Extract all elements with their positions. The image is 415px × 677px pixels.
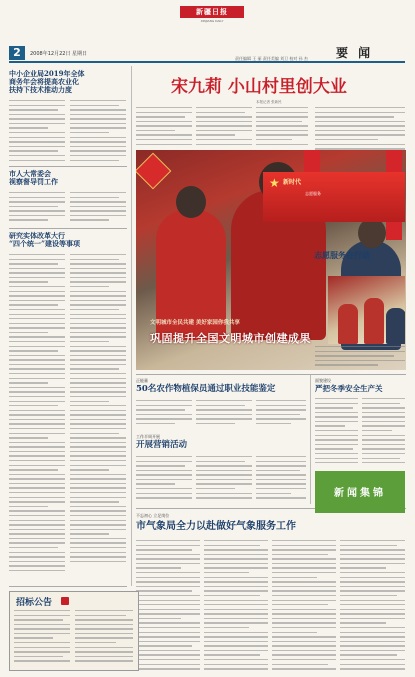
mid2-body [136,456,192,504]
right-mid-kicker: 面貌建设 [315,378,331,383]
mid1-kicker: 正能量 [136,378,148,383]
section-divider [9,166,127,167]
column-divider [131,66,132,586]
bottom-kicker: 不忘初心 立足岗位 [136,513,170,518]
notice-icon [61,597,69,605]
volunteer-banner [263,172,405,222]
mid1-body-col3 [256,400,306,430]
right-mid-body [315,398,358,468]
column-divider [310,374,311,504]
masthead-logo: 新疆日报 [180,6,244,18]
bottom-body-col1 [136,540,200,672]
mid1-body [136,400,192,430]
mid1-headline: 50名农作物植保员通过职业技能鉴定 [136,384,276,394]
issue-date: 2008年12月22日 星期日 [30,51,88,57]
news-roundup-title: 新闻集锦 [334,488,386,499]
mid2-headline: 开展营销活动 [136,440,188,450]
left-article2-headline: 市人大常委会 视察督导罚工作 [9,169,58,187]
tender-notice-title: 招标公告 [16,598,53,608]
bottom-body-col4 [340,540,405,672]
photo-slogan-small: 文明城市全民共建 美好家园你我共享 [150,320,240,326]
news-roundup-box [315,471,405,513]
photo-slogan-big: 巩固提升全国文明城市创建成果 [150,332,311,345]
left-article1-body-col2 [70,100,126,164]
left-article1-headline: 中小企业局2019年全体 商务年会将提高农业化 扶持下技术推动力度 [9,69,85,95]
lead-body-col3 [256,107,308,147]
banner-line2: 志愿服务 [305,191,321,196]
masthead-subtitle: XINJIANG DAILY [200,19,224,23]
page-number: 2 [9,46,25,60]
lead-headline: 宋九莉 小山村里创大业 [171,77,347,97]
volunteer-caption [315,346,405,370]
star-icon: ★ [269,176,280,190]
volunteer-photo [328,276,405,344]
right-mid-body-col2 [362,398,405,468]
mid2-body-col2 [196,456,252,504]
section-divider [9,586,127,587]
mid2-kicker: 工作半周开展 [136,434,160,439]
banner-line1: 新时代 [283,179,302,186]
fu-character-decoration [136,153,171,190]
editor-credits: 责任编辑 王 丽 责任美编 刘卫 校对 孙 杰 [235,56,308,61]
page-header [0,0,415,62]
volunteer-section-title: 志愿服务在行动 [314,250,370,260]
lead-body-col1 [136,107,192,147]
bottom-body-col3 [272,540,336,672]
lead-body-col2 [196,107,252,147]
tender-notice-body-col2 [75,610,133,668]
left-article2-body [9,192,65,226]
section-divider [136,374,406,375]
left-article3-body-col2 [70,254,126,584]
mid1-body-col2 [196,400,252,430]
bottom-headline: 市气象局全力以赴做好气象服务工作 [136,521,296,532]
lead-byline: 本报记者 张新民 [256,100,282,104]
left-article3-body [9,254,65,584]
section-title: 要 闻 [336,46,374,60]
left-article3-headline: 研究实体改革大行 “四个统一”建设等事项 [9,231,81,249]
right-mid-headline: 严把冬季安全生产关 [315,384,383,393]
section-divider [9,228,127,229]
bottom-body-col2 [204,540,268,672]
left-article1-body [9,100,65,164]
mid2-body-col3 [256,456,306,504]
tender-notice-body [14,610,70,668]
left-article2-body-col2 [70,192,126,226]
header-rule [9,61,405,63]
